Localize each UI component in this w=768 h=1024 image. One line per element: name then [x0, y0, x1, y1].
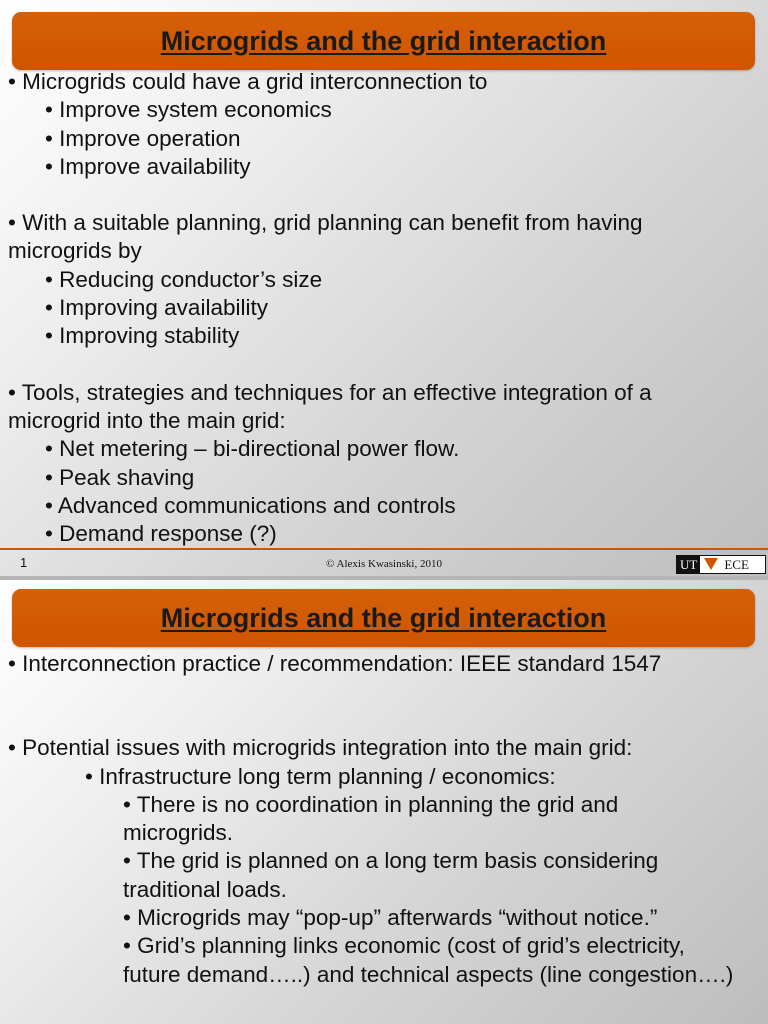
sub-sub-bullet-line: • Grid’s planning links economic (cost of grid’s electricity,: [123, 933, 685, 959]
sub-bullet-line: • Advanced communications and controls: [45, 492, 456, 518]
footer-rule: [0, 548, 768, 550]
slide-1-content: [8, 68, 760, 548]
sub-sub-bullet-line: • There is no coordination in planning the grid and: [123, 791, 619, 817]
sub-bullet-line: • Improve operation: [45, 125, 241, 151]
slide-1-title-bar: [12, 12, 755, 70]
sub-bullet-line: • Improve availability: [45, 153, 251, 179]
bullet-line-continuation: microgrids by: [8, 238, 142, 264]
ut-ece-logo: [676, 555, 766, 574]
sub-bullet-line: • Improve system economics: [45, 97, 332, 123]
sub-sub-bullet-line: • Microgrids may “pop-up” afterwards “without notice.”: [123, 905, 658, 931]
sub-sub-bullet-continuation: microgrids.: [123, 820, 234, 846]
slide-1-footer: [0, 548, 768, 576]
bullet-line-continuation: microgrid into the main grid:: [8, 407, 286, 433]
slide-2: [0, 580, 768, 1024]
bullet-line: • Tools, strategies and techniques for an effective integration of a: [8, 379, 652, 405]
slide-2-title: Microgrids and the grid interaction: [160, 603, 607, 633]
sub-bullet-line: • Improving stability: [45, 323, 240, 349]
copyright-notice: © Alexis Kwasinski, 2010: [326, 558, 442, 570]
sub-sub-bullet-continuation: traditional loads.: [123, 876, 287, 902]
sub-bullet-line: • Demand response (?): [45, 521, 277, 547]
sub-sub-bullet-continuation: future demand…..) and technical aspects (line congestion….): [123, 961, 734, 987]
slide-2-content: [8, 650, 760, 989]
sub-bullet-line: • Peak shaving: [45, 464, 195, 490]
page-number: 1: [20, 555, 28, 570]
spacer: [8, 678, 760, 734]
sub-sub-bullet-line: • The grid is planned on a long term basis considering: [123, 848, 659, 874]
sub-bullet-line: • Net metering – bi-directional power flow.: [45, 436, 460, 462]
logo-ece-text: ECE: [724, 557, 749, 572]
slide-2-title-bar: [12, 589, 755, 647]
spacer: [8, 351, 760, 379]
bullet-line: • Microgrids could have a grid interconnection to: [8, 69, 488, 94]
slide-1-title: Microgrids and the grid interaction: [160, 26, 607, 56]
logo-ut-text: UT: [677, 556, 700, 573]
spacer: [8, 181, 760, 209]
logo-mark-icon: [700, 556, 722, 573]
bullet-line: • Interconnection practice / recommendation: IEEE standard 1547: [8, 651, 662, 676]
bullet-line: • Potential issues with microgrids integration into the main grid:: [8, 735, 633, 761]
sub-bullet-line: • Reducing conductor’s size: [45, 266, 323, 292]
sub-bullet-line: • Infrastructure long term planning / economics:: [85, 763, 556, 789]
sub-bullet-line: • Improving availability: [45, 295, 268, 321]
bullet-line: • With a suitable planning, grid planning can benefit from having: [8, 210, 643, 236]
